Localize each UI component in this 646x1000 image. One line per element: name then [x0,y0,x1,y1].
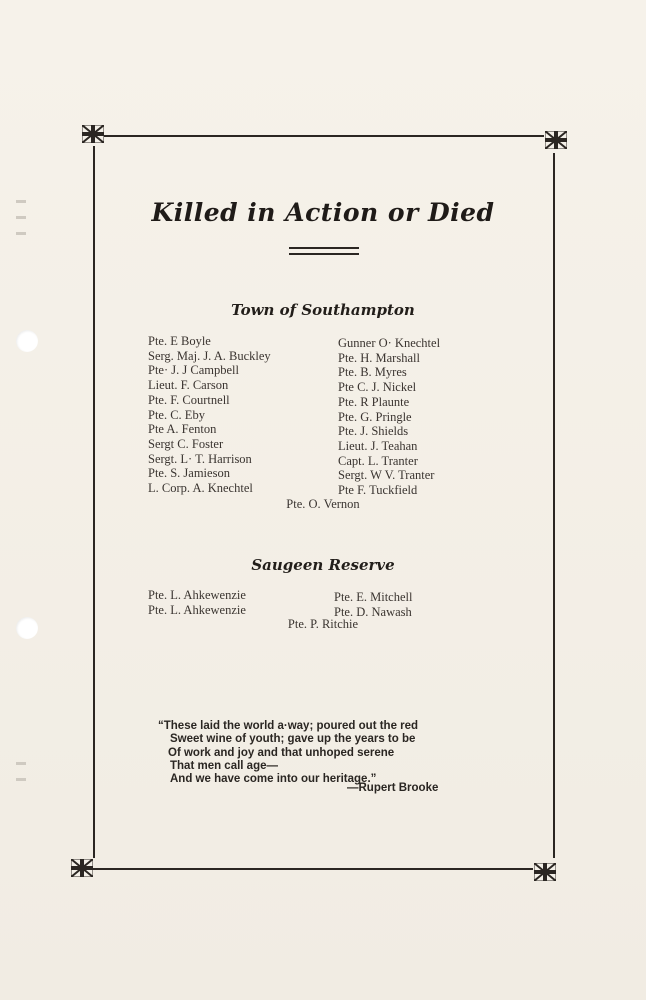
list-item: Pte. E Boyle [148,334,211,348]
union-jack-flag-icon [82,125,104,143]
list-item: Lieut. F. Carson [148,378,229,393]
union-jack-flag-icon [545,131,567,149]
list-item: Pte. B. Myres [338,365,407,380]
quote-line: Of work and joy and that unhoped serene [168,746,395,759]
quote-line: And we have come into our heritage.” [170,773,377,786]
list-item: Sergt. W V. Tranter [338,468,435,483]
quote-line: That men call age— [170,759,279,772]
paper-mark [16,232,26,235]
union-jack-flag-icon [534,863,556,881]
quote-line: Sweet wine of youth; gave up the years to be [170,733,416,746]
name-list-right [338,336,440,498]
list-item-centered: Pte. O. Vernon [286,497,360,511]
list-item-centered: Pte. P. Ritchie [287,617,359,631]
list-item: Pte. C. Eby [148,407,205,422]
page-title: Killed in Action or Died [151,198,495,227]
list-item: Pte. L. Ahkewenzie [148,602,246,617]
name-list-right [334,590,412,619]
section-heading-saugeen: Saugeen Reserve [251,556,395,574]
list-item: Pte. G. Pringle [338,409,412,424]
paper-mark [16,762,26,765]
list-item: Sergt. L· T. Harrison [148,451,252,466]
title-rule [289,247,359,249]
list-item: Pte. H. Marshall [338,350,420,365]
union-jack-flag-icon [71,859,93,877]
list-item: Pte. D. Nawash [334,604,412,619]
list-item: Pte. R Plaunte [338,394,410,409]
title-rule [289,253,359,255]
punch-hole [16,330,38,352]
border-top [104,135,544,137]
name-list-left [148,334,271,496]
paper-mark [16,778,26,781]
list-item: Serg. Maj. J. A. Buckley [148,348,271,363]
poem-quote [158,720,418,786]
list-item: L. Corp. A. Knechtel [148,481,253,496]
quote-line: “These laid the world a·way; poured out the red [158,720,419,732]
list-item: Pte. J. Shields [338,424,409,439]
quote-attribution: —Rupert Brooke [347,782,439,794]
list-item: Pte C. J. Nickel [338,380,417,395]
list-item: Pte· J. J Campbell [148,363,239,378]
list-item: Gunner O· Knechtel [338,336,441,350]
list-item: Pte. L. Ahkewenzie [148,588,246,602]
name-list-left [148,588,246,617]
list-item: Sergt C. Foster [148,436,224,451]
border-bottom [93,868,533,870]
list-item: Pte. S. Jamieson [148,466,230,481]
section-heading-southampton: Town of Southampton [231,301,415,319]
list-item: Pte. F. Courtnell [148,392,230,407]
list-item: Capt. L. Tranter [338,453,418,468]
list-item: Pte A. Fenton [148,422,217,437]
list-item: Lieut. J. Teahan [338,438,418,453]
list-item: Pte. E. Mitchell [334,590,413,604]
list-item: Pte F. Tuckfield [338,483,418,498]
